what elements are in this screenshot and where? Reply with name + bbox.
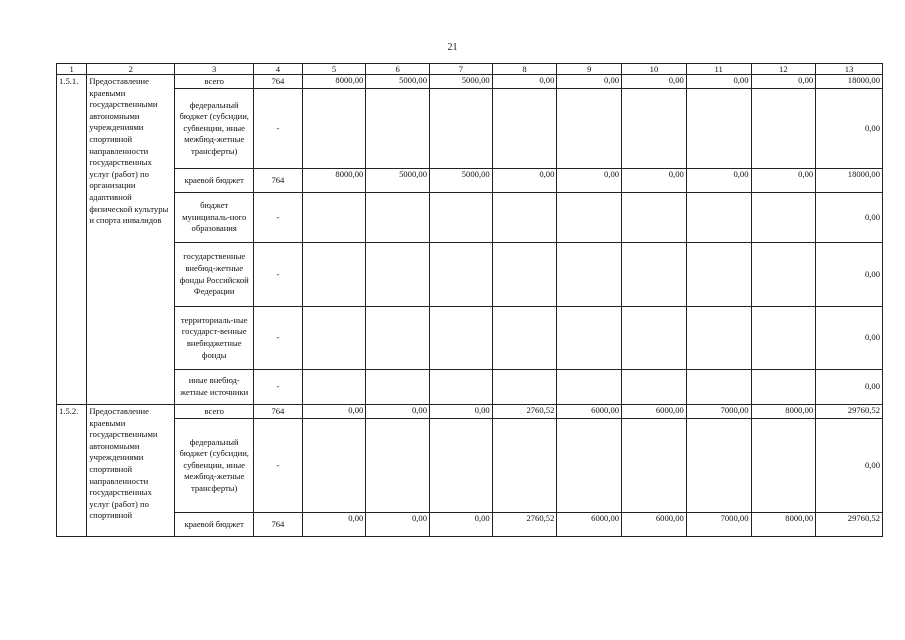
amount-value: 0,00	[751, 169, 816, 193]
amount-value	[622, 193, 687, 243]
total-value: 0,00	[816, 370, 883, 405]
page-number: 21	[447, 42, 458, 53]
amount-value	[302, 243, 366, 307]
grbs-code: -	[254, 419, 303, 513]
amount-value: 8000,00	[302, 169, 366, 193]
amount-value: 8000,00	[751, 405, 816, 419]
amount-value	[751, 89, 816, 169]
funding-source: бюджет муниципаль-ного образования	[175, 193, 254, 243]
amount-value	[686, 89, 751, 169]
table-row	[57, 513, 883, 537]
row-index: 1.5.1.	[57, 75, 87, 405]
total-value: 0,00	[816, 243, 883, 307]
amount-value	[622, 370, 687, 405]
amount-value	[366, 89, 430, 169]
activity-name: Предоставление краевыми государственными автономными учреждениями спортивной направленности государственных услуг (работ) по спортивной	[87, 405, 175, 537]
header-cell: 12	[751, 64, 816, 75]
header-cell: 7	[430, 64, 493, 75]
header-cell: 11	[686, 64, 751, 75]
header-cell: 4	[254, 64, 303, 75]
header-cell: 13	[816, 64, 883, 75]
amount-value: 0,00	[686, 169, 751, 193]
amount-value: 7000,00	[686, 405, 751, 419]
total-value: 29760,52	[816, 405, 883, 419]
header-cell: 9	[557, 64, 622, 75]
funding-source: государственные внебюд-жетные фонды Российской Федерации	[175, 243, 254, 307]
amount-value: 0,00	[302, 405, 366, 419]
amount-value: 0,00	[492, 75, 557, 89]
amount-value: 0,00	[557, 169, 622, 193]
amount-value: 0,00	[430, 405, 493, 419]
table-row	[57, 169, 883, 193]
amount-value: 7000,00	[686, 513, 751, 537]
amount-value	[686, 307, 751, 370]
amount-value: 5000,00	[430, 169, 493, 193]
amount-value	[751, 370, 816, 405]
row-index: 1.5.2.	[57, 405, 87, 537]
amount-value	[751, 243, 816, 307]
funding-source: краевой бюджет	[175, 513, 254, 537]
amount-value	[686, 193, 751, 243]
amount-value	[622, 307, 687, 370]
amount-value	[302, 193, 366, 243]
grbs-code: 764	[254, 169, 303, 193]
amount-value: 5000,00	[430, 75, 493, 89]
header-cell: 10	[622, 64, 687, 75]
funding-source: всего	[175, 75, 254, 89]
total-value: 0,00	[816, 419, 883, 513]
amount-value	[302, 89, 366, 169]
total-value: 0,00	[816, 89, 883, 169]
amount-value	[430, 370, 493, 405]
amount-value	[686, 370, 751, 405]
header-cell: 3	[175, 64, 254, 75]
grbs-code: -	[254, 370, 303, 405]
total-value: 18000,00	[816, 75, 883, 89]
amount-value: 8000,00	[302, 75, 366, 89]
amount-value	[302, 307, 366, 370]
amount-value	[430, 243, 493, 307]
amount-value	[557, 370, 622, 405]
table-row	[57, 370, 883, 405]
table-row	[57, 193, 883, 243]
grbs-code: -	[254, 243, 303, 307]
amount-value	[430, 89, 493, 169]
funding-source: территориаль-ные государст-венные внебюджетные фонды	[175, 307, 254, 370]
amount-value	[492, 307, 557, 370]
amount-value: 6000,00	[622, 405, 687, 419]
amount-value	[622, 243, 687, 307]
amount-value: 6000,00	[557, 513, 622, 537]
table-row	[57, 307, 883, 370]
table-row	[57, 89, 883, 169]
header-cell: 1	[57, 64, 87, 75]
amount-value	[366, 419, 430, 513]
amount-value	[492, 370, 557, 405]
amount-value: 8000,00	[751, 513, 816, 537]
amount-value: 0,00	[751, 75, 816, 89]
amount-value	[430, 193, 493, 243]
table-row	[57, 405, 883, 419]
amount-value	[622, 89, 687, 169]
table-row	[57, 419, 883, 513]
grbs-code: -	[254, 193, 303, 243]
amount-value	[686, 419, 751, 513]
amount-value	[751, 419, 816, 513]
amount-value: 0,00	[366, 405, 430, 419]
amount-value	[751, 307, 816, 370]
amount-value	[557, 243, 622, 307]
amount-value: 0,00	[492, 169, 557, 193]
amount-value: 5000,00	[366, 169, 430, 193]
amount-value: 0,00	[366, 513, 430, 537]
amount-value	[557, 89, 622, 169]
amount-value	[686, 243, 751, 307]
total-value: 0,00	[816, 307, 883, 370]
amount-value: 6000,00	[557, 405, 622, 419]
funding-source: иные внебюд-жетные источники	[175, 370, 254, 405]
grbs-code: 764	[254, 513, 303, 537]
amount-value	[492, 89, 557, 169]
amount-value: 0,00	[302, 513, 366, 537]
amount-value	[557, 193, 622, 243]
total-value: 29760,52	[816, 513, 883, 537]
header-cell: 8	[492, 64, 557, 75]
activity-name: Предоставление краевыми государственными автономными учреждениями спортивной направленности государственных услуг (работ) по организации адаптивной физической культуры и спорта инвалидов	[87, 75, 175, 405]
funding-source: всего	[175, 405, 254, 419]
amount-value: 0,00	[430, 513, 493, 537]
amount-value: 2760,52	[492, 405, 557, 419]
total-value: 0,00	[816, 193, 883, 243]
amount-value	[302, 419, 366, 513]
amount-value: 2760,52	[492, 513, 557, 537]
grbs-code: 764	[254, 75, 303, 89]
amount-value: 0,00	[557, 75, 622, 89]
amount-value: 0,00	[686, 75, 751, 89]
amount-value	[557, 419, 622, 513]
amount-value	[366, 243, 430, 307]
amount-value	[492, 193, 557, 243]
amount-value: 0,00	[622, 169, 687, 193]
amount-value: 0,00	[622, 75, 687, 89]
header-cell: 2	[87, 64, 175, 75]
amount-value	[430, 419, 493, 513]
header-cell: 5	[302, 64, 366, 75]
amount-value	[492, 419, 557, 513]
amount-value	[302, 370, 366, 405]
budget-table	[56, 63, 883, 537]
amount-value: 6000,00	[622, 513, 687, 537]
funding-source: федеральный бюджет (субсидии, субвенции, иные межбюд-жетные трансферты)	[175, 89, 254, 169]
amount-value: 5000,00	[366, 75, 430, 89]
amount-value	[751, 193, 816, 243]
amount-value	[622, 419, 687, 513]
funding-source: федеральный бюджет (субсидии, субвенции, иные межбюд-жетные трансферты)	[175, 419, 254, 513]
header-row	[57, 64, 883, 75]
table-row	[57, 75, 883, 89]
amount-value	[366, 370, 430, 405]
grbs-code: 764	[254, 405, 303, 419]
table-row	[57, 243, 883, 307]
amount-value	[430, 307, 493, 370]
amount-value	[366, 193, 430, 243]
grbs-code: -	[254, 307, 303, 370]
grbs-code: -	[254, 89, 303, 169]
amount-value	[366, 307, 430, 370]
funding-source: краевой бюджет	[175, 169, 254, 193]
total-value: 18000,00	[816, 169, 883, 193]
amount-value	[492, 243, 557, 307]
header-cell: 6	[366, 64, 430, 75]
amount-value	[557, 307, 622, 370]
